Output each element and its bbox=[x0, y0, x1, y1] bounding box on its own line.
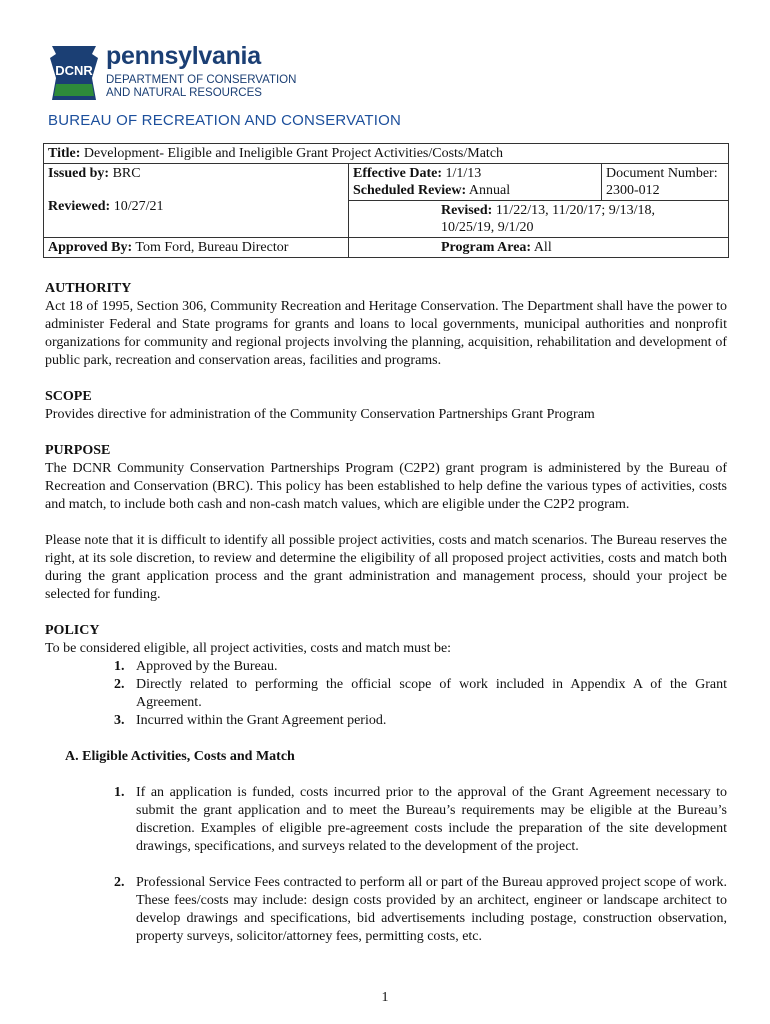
issued-label: Issued by: bbox=[48, 166, 110, 181]
title-value: Development- Eligible and Ineligible Grant Project Activities/Costs/Match bbox=[83, 146, 504, 161]
approved-cell bbox=[44, 238, 349, 258]
issued-cell bbox=[44, 164, 349, 238]
document-body bbox=[45, 280, 727, 946]
purpose-text: The DCNR Community Conservation Partnerships Program (C2P2) grant program is administered by the Bureau of Recreation and Conservation (BRC). This policy has been established to help define the various types of activities, costs and match, to include both cash and non-cash match values, which are eligible under the C2P2 program. bbox=[45, 461, 727, 512]
list-item: 1. Approved by the Bureau. bbox=[114, 659, 278, 674]
subsection-a-heading: A. Eligible Activities, Costs and Match bbox=[65, 749, 295, 764]
revised-value-2: 10/25/19, 9/1/20 bbox=[441, 220, 534, 235]
effective-value: 1/1/13 bbox=[445, 166, 482, 181]
dept-line-1: DEPARTMENT OF CONSERVATION bbox=[106, 74, 297, 86]
list-item: 3. Incurred within the Grant Agreement period. bbox=[114, 713, 387, 728]
policy-heading: POLICY bbox=[45, 623, 100, 638]
approved-value: Tom Ford, Bureau Director bbox=[135, 240, 289, 255]
scope-text: Provides directive for administration of the Community Conservation Partnerships Grant Program bbox=[45, 407, 595, 422]
revised-cell bbox=[349, 201, 729, 238]
org-name: pennsylvania bbox=[106, 42, 261, 70]
program-value: All bbox=[533, 240, 552, 255]
org-department bbox=[106, 74, 296, 100]
reviewed-label: Reviewed: bbox=[48, 199, 111, 214]
list-item: 2. Directly related to performing the official scope of work included in Appendix A of the Grant Agreement. bbox=[114, 677, 727, 710]
approved-label: Approved By: bbox=[48, 240, 133, 255]
program-cell bbox=[349, 238, 729, 258]
dcnr-logo bbox=[48, 42, 297, 104]
dept-line-2: AND NATURAL RESOURCES bbox=[106, 87, 262, 99]
policy-list bbox=[114, 658, 727, 730]
purpose-heading: PURPOSE bbox=[45, 443, 111, 458]
meta-title-cell bbox=[44, 144, 729, 164]
program-label: Program Area: bbox=[441, 240, 532, 255]
reviewed-value: 10/27/21 bbox=[113, 199, 164, 214]
review-label: Scheduled Review: bbox=[353, 183, 467, 198]
revised-value-1: 11/22/13, 11/20/17; 9/13/18, bbox=[495, 203, 656, 218]
list-item: 2. Professional Service Fees contracted to perform all or part of the Bureau approved project scope of work. These fees/costs may include: design costs provided by an architect, engineer or landscape architect to develop drawings and specifications, bid advertisements including postage, construction observation, property surveys, solicitor/attorney fees, permitting costs, etc. bbox=[114, 875, 727, 944]
effective-cell bbox=[349, 164, 602, 201]
effective-label: Effective Date: bbox=[353, 166, 443, 181]
keystone-icon bbox=[48, 44, 100, 102]
note-text: Please note that it is difficult to identify all possible project activities, costs and match scenarios. The Bureau reserves the right, at its sole discretion, to review and determine the eligibility of all proposed project activities, costs and match both during the grant application process and the grant administration and management process, should your project be selected for funding. bbox=[45, 533, 727, 602]
page-number: 1 bbox=[381, 990, 389, 1005]
bureau-title: BUREAU OF RECREATION AND CONSERVATION bbox=[48, 112, 402, 129]
title-label: Title: bbox=[48, 146, 81, 161]
docnum-label: Document Number: bbox=[606, 166, 718, 181]
policy-intro: To be considered eligible, all project activities, costs and match must be: bbox=[45, 641, 452, 656]
revised-label: Revised: bbox=[441, 203, 493, 218]
docnum-value: 2300-012 bbox=[606, 183, 660, 198]
authority-text: Act 18 of 1995, Section 306, Community Recreation and Heritage Conservation. The Department shall have the power to administer Federal and State programs for grants and loans to local governments, municipal authorities and nonprofit organizations for community and regional projects involving the planning, acquisition, rehabilitation and development of public park, recreation and conservation areas, facilities and programs. bbox=[45, 299, 727, 368]
document-meta-table bbox=[43, 143, 729, 258]
docnum-cell bbox=[602, 164, 729, 201]
authority-heading: AUTHORITY bbox=[45, 281, 132, 296]
logo-text: DCNR bbox=[55, 63, 93, 78]
issued-value: BRC bbox=[112, 166, 141, 181]
eligible-list bbox=[114, 784, 727, 946]
scope-heading: SCOPE bbox=[45, 389, 92, 404]
list-item: 1. If an application is funded, costs incurred prior to the approval of the Grant Agreement necessary to submit the grant application and to meet the Bureau’s requirements may be eligible at the Bureau’s discretion. Examples of eligible pre-agreement costs include the preparation of the site development drawings, specifications, and surveys related to the development of the project. bbox=[114, 785, 727, 854]
review-value: Annual bbox=[468, 183, 511, 198]
